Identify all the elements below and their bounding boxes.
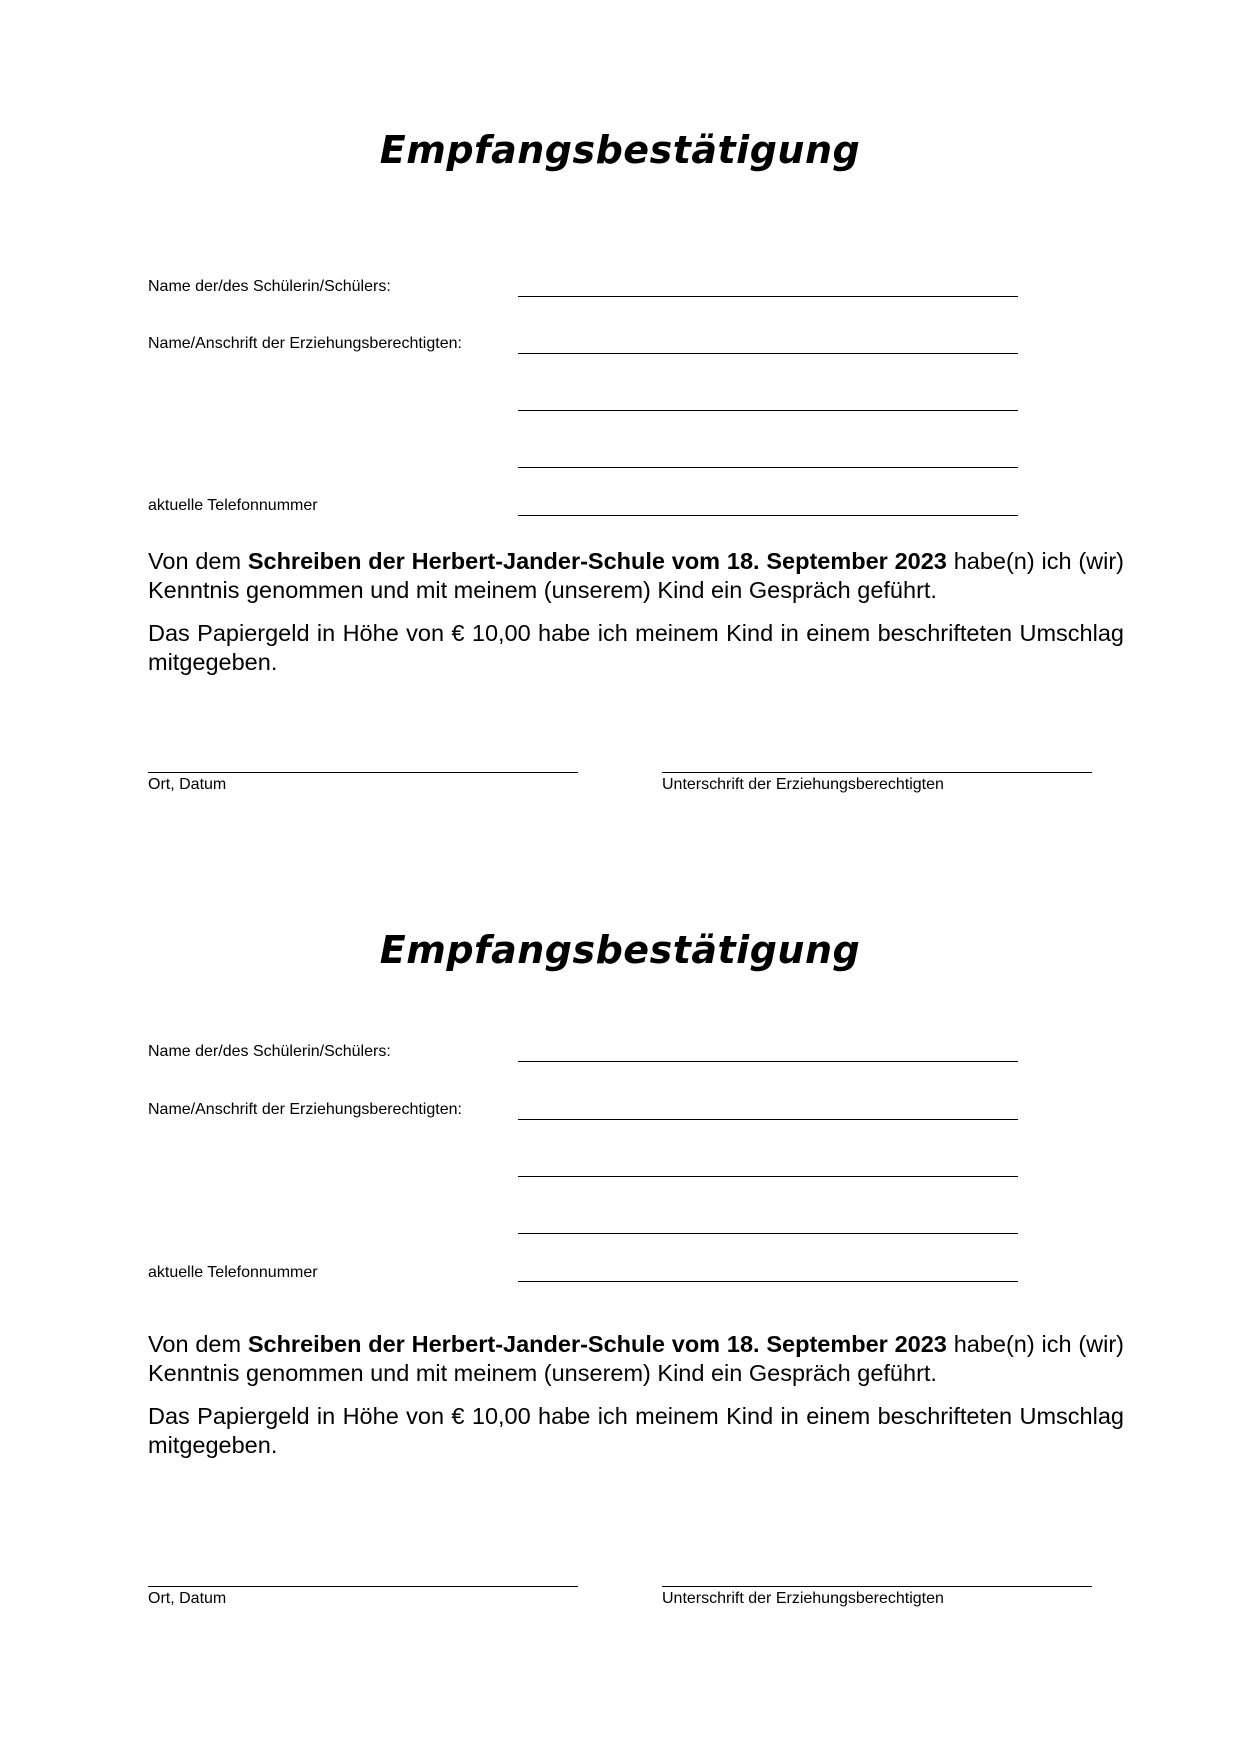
letter-reference: Schreiben der Herbert-Jander-Schule vom 18. September 2023 [247,548,947,574]
guardian-signature-line[interactable] [662,1586,1092,1587]
guardian-signature-line[interactable] [662,772,1092,773]
form-title: Empfangsbestätigung [379,128,861,172]
place-date-label: Ort, Datum [148,776,227,793]
guardian-address-line-1[interactable] [518,1176,1018,1177]
student-name-line[interactable] [518,296,1018,297]
paper-money-paragraph: Das Papiergeld in Höhe von € 10,00 habe ich meinem Kind in einem beschrifteten Umschlag mitgegeben. [148,1403,1124,1458]
guardian-address-line-2[interactable] [518,467,1018,468]
phone-number-label: aktuelle Telefonnummer [148,1264,318,1281]
phone-number-line[interactable] [518,1281,1018,1282]
student-name-line[interactable] [518,1061,1018,1062]
student-name-label: Name der/des Schülerin/Schülers: [148,278,391,295]
student-name-label: Name der/des Schülerin/Schülers: [148,1043,391,1060]
place-date-label: Ort, Datum [148,1590,227,1607]
form-title: Empfangsbestätigung [379,928,861,972]
receipt-form-2 [0,790,1240,1607]
confirmation-text [148,547,1124,677]
acknowledgement-paragraph: Von dem Schreiben der Herbert-Jander-Schule vom 18. September 2023 habe(n) ich (wir) Kenntnis genommen und mit meinem (unserem) Kind ein Gespräch geführt. [148,548,1124,603]
receipt-form-1 [0,0,1240,793]
acknowledgement-paragraph: Von dem Schreiben der Herbert-Jander-Schule vom 18. September 2023 habe(n) ich (wir) Kenntnis genommen und mit meinem (unserem) Kind ein Gespräch geführt. [148,1331,1124,1386]
guardian-name-line[interactable] [518,353,1018,354]
guardian-name-address-label: Name/Anschrift der Erziehungsberechtigten: [148,1101,462,1118]
place-date-line[interactable] [148,1586,578,1587]
guardian-address-line-1[interactable] [518,410,1018,411]
guardian-signature-label: Unterschrift der Erziehungsberechtigten [662,776,944,793]
guardian-name-line[interactable] [518,1119,1018,1120]
paper-money-paragraph: Das Papiergeld in Höhe von € 10,00 habe ich meinem Kind in einem beschrifteten Umschlag mitgegeben. [148,620,1124,675]
phone-number-line[interactable] [518,515,1018,516]
letter-reference: Schreiben der Herbert-Jander-Schule vom 18. September 2023 [247,1331,947,1357]
confirmation-text [148,1330,1124,1460]
place-date-line[interactable] [148,772,578,773]
guardian-address-line-2[interactable] [518,1233,1018,1234]
phone-number-label: aktuelle Telefonnummer [148,497,318,514]
guardian-signature-label: Unterschrift der Erziehungsberechtigten [662,1590,944,1607]
guardian-name-address-label: Name/Anschrift der Erziehungsberechtigten: [148,335,462,352]
